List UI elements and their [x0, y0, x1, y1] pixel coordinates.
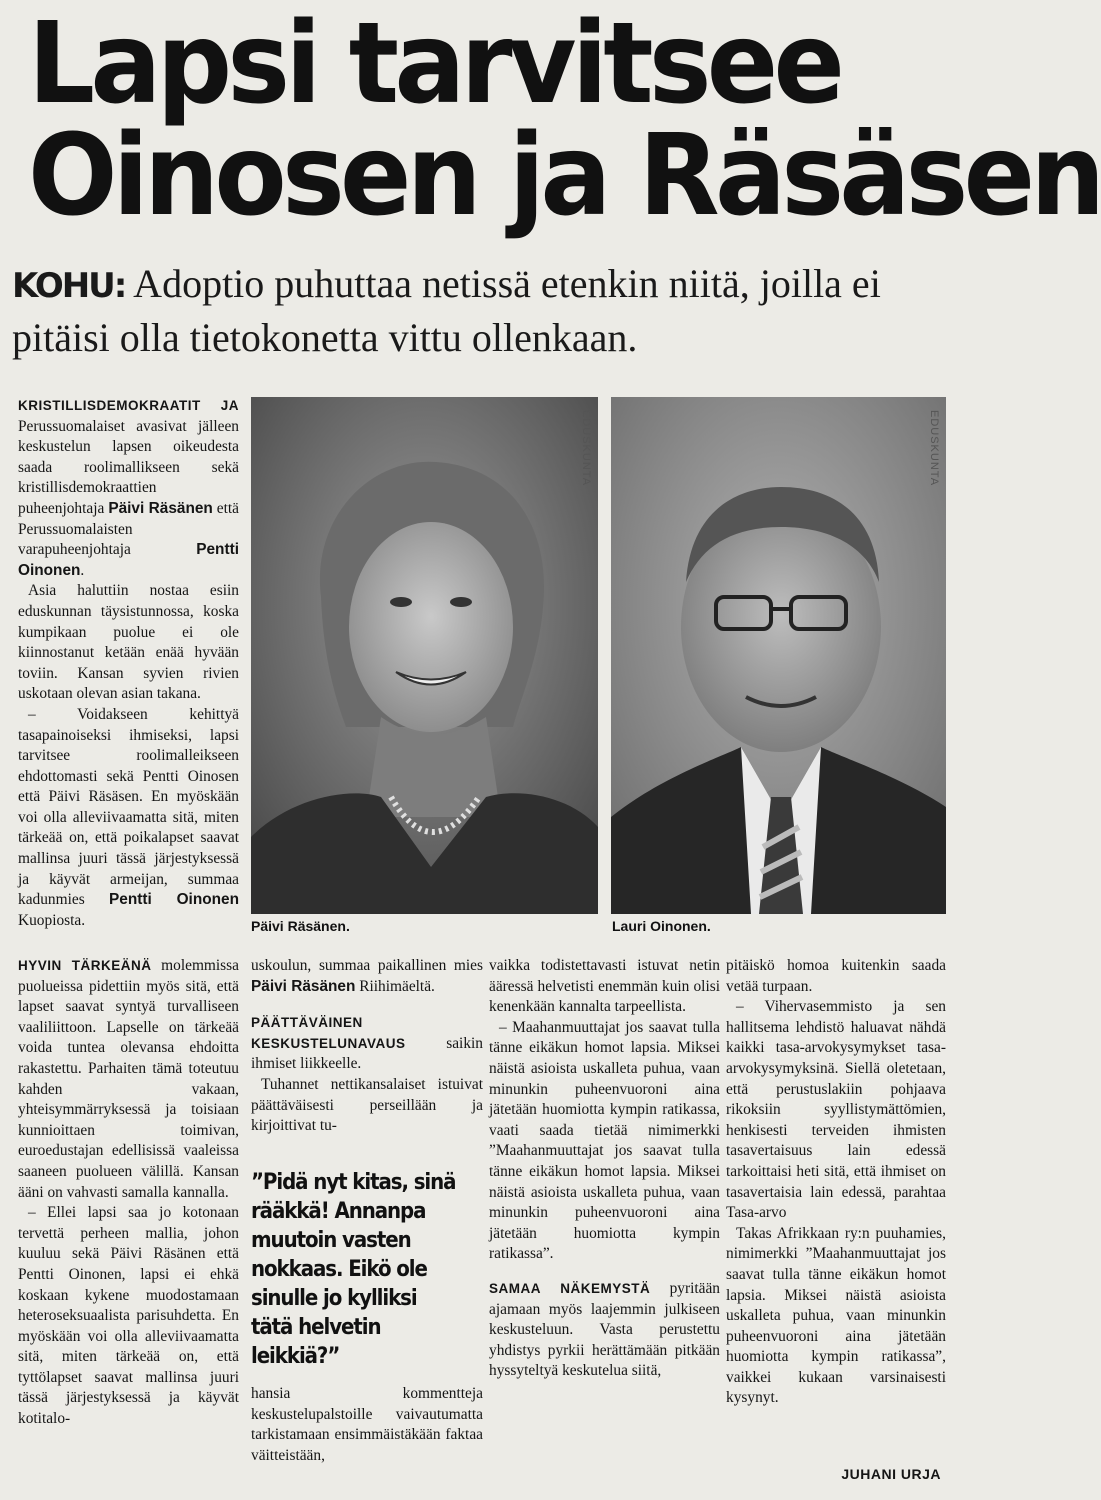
paragraph: pitäiskö homoa kuitenkin saada vetää turpaan.: [726, 957, 946, 995]
deck-text: Adoptio puhuttaa netissä etenkin niitä, joilla ei pitäisi olla tietokonetta vittu ollenkaan.: [12, 261, 881, 360]
lead-in: SAMAA NÄKEMYSTÄ: [489, 1280, 651, 1296]
photo-lauri-oinonen: [611, 397, 946, 914]
lead-in: PÄÄTTÄVÄINEN KESKUSTELUNAVAUS: [251, 1015, 406, 1051]
paragraph: KRISTILLISDEMOKRAATIT JA Perussuomalaiset avasivat jälleen keskustelun lapsen oikeudesta saada roolimallikseen sekä kristillisdemokraattien puheenjohtaja Päivi Räsänen että Perussuomalaisten varapuheenjohtaja Pentti Oinonen.: [18, 398, 239, 579]
headline-line-2: Oinosen ja Räsäsen: [28, 111, 1101, 241]
paragraph: HYVIN TÄRKEÄNÄ molemmissa puolueissa pidettiin myös sitä, että lapset saavat syntyä turvalliseen vaaliliittoon. Lapselle on tärkeää voida tuntea olevansa ehdoitta rakastettu. Parhaiten tämä toteutuu kahden vakaan, yhteisymmärryksessä ja toisiaan kunnioittaen toimivan, euroedustajan edellisissä vaaleissa saaneen puolueen välillä. Kansan ääni on vahvasti samalla kannalla.: [18, 957, 239, 1201]
portrait-woman-image: [251, 397, 598, 914]
column-1-upper: [18, 396, 239, 931]
paragraph: SAMAA NÄKEMYSTÄ pyritään ajamaan myös laajemmin julkiseen keskusteluun. Vasta perustettu yhdistys pyrkii herättämään pitkään hyssyteltyä keskutelua siitä,: [489, 1279, 720, 1380]
photo-credit-left: EDUSKUNTA: [580, 410, 592, 487]
deck: [12, 258, 952, 364]
headline: [28, 0, 1101, 241]
paragraph: – Vihervasemmisto ja sen hallitsema lehdistö haluavat nähdä kaikki tasa-arvokysymykset tasa-arvokysymyksinä. Siellä oletetaan, että perustuslakiin pohjaava rikoksiin syyllistymättömien, henkisesti terveiden ihmisten tasavertaisuus lain edessä tarkoittaisi heti sitä, että ihmiset on tasavertaisia lain edessä, parahtaa Tasa-arvo: [726, 998, 946, 1222]
paragraph: uskoulun, summaa paikallinen mies Päivi Räsänen Riihimäeltä.: [251, 957, 483, 995]
paragraph: Tuhannet nettikansalaiset istuivat päättäväisesti perseillään ja kirjoittivat tu-: [251, 1075, 483, 1135]
column-4: [726, 956, 946, 1409]
paragraph: Asia haluttiin nostaa esiin eduskunnan täysistunnossa, koska kumpikaan puolue ei ole kiinnostanut ketään enää hyvään toviin. Kansan syvien rivien uskotaan olevan asian takana.: [18, 582, 239, 703]
paragraph: PÄÄTTÄVÄINEN KESKUSTELUNAVAUS saikin ihmiset liikkeelle.: [251, 1015, 483, 1073]
paragraph: – Maahanmuuttajat jos saavat tulla tänne eikäkun homot lapsia. Miksei näistä asioista uskalleta puhua, vaan minunkin puheenvuoroni aina jätetään huomiotta kympin ratikassa, vaati saada tietää nimimerkki ”Maahanmuuttajat jos saavat tulla tänne eikäkun homot lapsia. Miksei näistä asioista uskalleta puhua, vaan minunkin puheenvuoroni aina jätetään huomiotta kympin ratikassa”.: [489, 1018, 720, 1263]
lead-in: HYVIN TÄRKEÄNÄ: [18, 958, 152, 973]
column-3: [489, 956, 720, 1382]
paragraph: hansia kommentteja keskustelupalstoille vaivautumatta tarkistamaan ensimmäistäkään faktaa väitteistään,: [251, 1385, 483, 1464]
portrait-man-image: [611, 397, 946, 914]
pull-quote: ”Pidä nyt kitas, sinä rääkkä! Annanpa muutoin vasten nokkaas. Eikö ole sinulle jo kylliksi tätä helvetin leikkiä?”: [251, 1170, 456, 1369]
paragraph: vaikka todistettavasti istuvat netin ääressä helvetisti enemmän kuin olisi kenenkään kannalta tarpeellista.: [489, 957, 720, 1016]
photo-paivi-rasanen: [251, 397, 598, 914]
paragraph: – Ellei lapsi saa jo kotonaan tervettä perheen mallia, johon kuuluu sekä Päivi Räsänen että Pentti Oinonen, lapsi ei ehkä koskaan kykene muodostamaan heteroseksuaalista parisuhdetta. En myöskään voi olla alleviivaamatta sitä, miten tärkeää on, että tyttölapset saavat mallinsa juuri tässä järjestyksessä ja käyvät kotitalo-: [18, 1204, 239, 1428]
column-2-lower: [251, 1384, 483, 1466]
column-1-lower: [18, 956, 239, 1430]
caption-left: Päivi Räsänen.: [251, 918, 350, 934]
caption-right: Lauri Oinonen.: [612, 918, 711, 934]
photo-credit-right: EDUSKUNTA: [928, 410, 940, 487]
byline: JUHANI URJA: [841, 1466, 941, 1482]
lead-in: KRISTILLISDEMOKRAATIT JA: [18, 398, 239, 413]
deck-kicker: KOHU:: [12, 266, 126, 306]
paragraph: Takas Afrikkaan ry:n puuhamies, nimimerkki ”Maahanmuuttajat jos saavat tulla tänne eikäkun homot lapsia. Miksei näistä asioista uskalleta puhua, vaan minunkin puheenvuoroni aina jätetään huomiotta kympin ratikassa”, vaikkei kukaan varsinaisesti kysynyt.: [726, 1224, 946, 1407]
headline-line-1: Lapsi tarvitsee: [28, 0, 841, 129]
column-2: [251, 956, 483, 1137]
paragraph: – Voidakseen kehittyä tasapainoiseksi ihmiseksi, lapsi tarvitsee roolimalleikseen ehdottomasti sekä Pentti Oinosen että Päivi Räsäsen. En myöskään voi olla alleviivaamatta sitä, miten tärkeää on, että poikalapset saavat mallinsa juuri tässä järjestyksessä ja käyvät armeijan, summaa kadunmies Pentti Oinonen Kuopiosta.: [18, 705, 239, 929]
